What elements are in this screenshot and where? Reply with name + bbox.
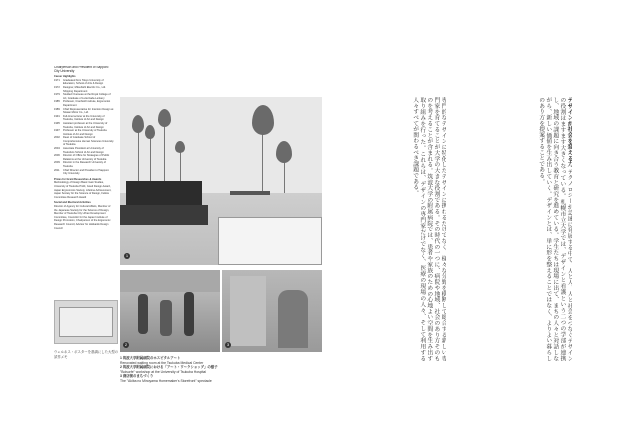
caption-3-text: The "Akiba no Minoyama Homemaker's Storefront" spectacle [120, 378, 212, 383]
career-year: 2011 [54, 168, 60, 172]
bio-column [54, 66, 114, 230]
career-row [54, 136, 114, 147]
career-year: 2009 [54, 161, 60, 165]
hospital-workshop-photo [120, 270, 220, 352]
career-year: 1991 [54, 114, 60, 118]
career-heading: Career Highlights [54, 75, 76, 79]
poster-caption: ウェルネス・ポスターを基調にした大型の試作メモ [54, 350, 119, 359]
body-text-column-b [446, 97, 572, 361]
career-row [54, 108, 114, 115]
awards-text: Methodology of Design Basic Gain Studies, University of Tsukuba Profit, Good Design Award, Japan Ergonomics Society, Lifetime Achievement, Japan Society for the Science of Design, Fellow Committee Research Award [54, 181, 112, 199]
career-row [54, 100, 114, 107]
leaf-sculpture [158, 109, 171, 127]
leaf-sculpture [132, 115, 144, 133]
career-year: 2006 [54, 154, 60, 158]
career-text: Studied Overseas at the Royal College of Art, Graduate of Lutterzade-Lenkery [63, 93, 111, 100]
photo-number: 2 [124, 342, 128, 347]
career-text: Dean of Graduate School of Comprehensive Human Sciences University of Tsukuba [63, 136, 114, 147]
poster-prototype-photo [54, 300, 118, 344]
social-heading: Social and Electoral Activities [54, 201, 91, 205]
caption-3-title: 3 商店街のまちづくり [120, 374, 154, 379]
career-text: Director in the Research University of Tsukuba [63, 161, 106, 169]
career-text: Chief Representative for Intention Design at Nissan Motor Co., Ltd. [63, 107, 114, 115]
career-text: Assistant professor at the University of Tsukuba, Institute of Art and Design [63, 121, 108, 129]
bio-title: Chairperson and President of Sapporo City University [54, 66, 109, 73]
career-year: 1995 [54, 121, 60, 125]
body-text-b: テクノロジーが急速に発展する中で、人と人、人と社会をつなぐデザインの役割はますます大きくなっている。札幌市立大学では、デザインと看護という二つの学部が連携し、地域の課題に向き合う教育と研究を進めている。学生たちは現場に出て、まちの人々と対話しながら、新しい価値を生み出していく。デザインとは、単に形を整えることではなく、よりよい暮らしのあり方を提案することである。 [537, 97, 572, 361]
career-year: 1997 [54, 129, 60, 133]
career-year: 1972 [54, 85, 60, 89]
career-row [54, 115, 114, 122]
caption-1-text: Renovated waiting room at the Tsukuba Medical Center [120, 360, 204, 365]
career-text: Designer, Mitsubishi Electric Co., Ltd. Shipping Department [63, 85, 106, 93]
career-year: 2004 [54, 147, 60, 151]
caption-2-title: 2 筑波大学附属病院における「アート・ワークショップ」の様子 [120, 365, 218, 370]
section-heading: デザインが社会を変える力 [566, 97, 572, 167]
photo-captions [120, 356, 240, 384]
career-row [54, 169, 114, 176]
career-text: Graduated from Tokyo University of Education, School of Arts & Design [63, 78, 104, 86]
career-year: 1985 [54, 100, 60, 104]
career-text: Professor, Cranfield Institute, Ergonomist Department [63, 100, 111, 107]
career-year: 1979 [54, 93, 60, 97]
career-year: 1989 [54, 107, 60, 111]
awards-heading: Prizes for Grant Researches & Awards [54, 177, 102, 181]
career-text: Associate President at University of Tsukuba's School of Art and Design [63, 147, 104, 154]
career-text: Chief Director and President of Sapporo City University [63, 168, 109, 176]
storefront-photo [222, 270, 322, 352]
leaf-sculpture [252, 105, 274, 135]
social-text: Director of Agency for Cultural Affairs, Member of the Japanese Society for the Science of Design, Member of Tsukuba City Urban Development Committee, Councilor for the Japan Institute of Design Promotion, Chairperson of the Ergonomic Research Council, Advisor for Hokkaido Design Council [54, 204, 111, 230]
career-year: 2002 [54, 136, 60, 140]
caption-2-text: "Boisurfe" workshop at the University of Tsukuba Hospital [120, 369, 207, 374]
body-text-column-a: 専門的なデザインに特化したデザインに携わるだけでなく、様々な分野を横断して総合する新しい専門家を育てることが大学の大きな役割である。その時代の一つに、病院や地域、社会のあり方そのものを考えることが含まれる。筑波大学の附属病院では、患者や家族のための心地よい空間を生み出す取り組みを行った。これらは、デザインの専門家だけでなく、医療の現場の人々、そして利用する人々すべてが関わるべき課題である。 [411, 97, 446, 361]
career-text: Full-time lecturer at the University of Tsukuba, Institute of Art and Design [63, 114, 105, 122]
career-text: Professor at the University of Tsukuba Institute of Art and Design [63, 129, 107, 136]
leaf-sculpture [145, 125, 155, 139]
career-row [54, 79, 114, 86]
white-bench [218, 217, 322, 265]
career-list [54, 79, 114, 176]
photo-number: 3 [226, 342, 230, 347]
career-row [54, 161, 114, 168]
leaf-sculpture [276, 141, 292, 163]
leaf-sculpture [175, 141, 185, 153]
photo-number: 1 [125, 253, 129, 258]
career-year: 1971 [54, 78, 60, 82]
waiting-room-photo [120, 97, 322, 265]
caption-1-title: 1 筑波大学附属病院のホスピタルアート [120, 356, 181, 360]
side-table [230, 191, 270, 195]
career-text: Director of Office for Strategies of Public Relations at the University of Tsukuba [63, 154, 110, 161]
